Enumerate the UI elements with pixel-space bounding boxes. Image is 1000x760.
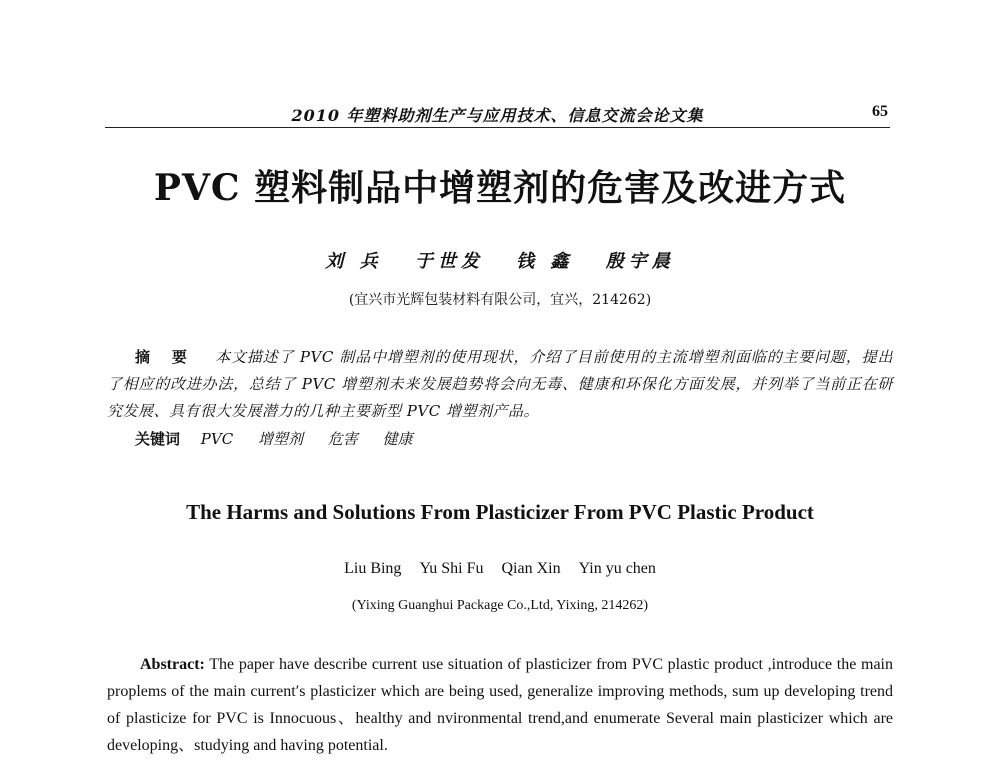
keyword: 健康: [382, 430, 413, 448]
chinese-author: 于世发: [414, 251, 484, 272]
chinese-affiliation: (宜兴市光辉包装材料有限公司，宜兴，214262): [348, 292, 652, 308]
english-abstract-text: The paper have describe current use situation of plasticizer from PVC plastic product ,introduce the main proplems of the main current′s plasticizer which are being used, generalize improving methods, sum up developing trend of plasticize for PVC is Innocuous、healthy and nvironmental trend,and enumerate Several main plasticizer which are developing、studying and having potential.: [107, 656, 893, 754]
chinese-author: 刘 兵: [325, 251, 383, 272]
running-title: 2010 年塑料助剂生产与应用技术、信息交流会论文集: [291, 106, 704, 125]
chinese-author: 钱 鑫: [516, 251, 574, 272]
english-affiliation: (Yixing Guanghui Package Co.,Ltd, Yixing, 214262): [351, 598, 649, 613]
english-author: Qian Xin: [501, 560, 561, 577]
chinese-keywords: [135, 428, 433, 449]
chinese-abstract-label: 摘 要: [135, 348, 196, 366]
chinese-author-list: [0, 247, 1000, 273]
page-number: 65: [872, 103, 888, 120]
english-author-list: [0, 560, 1000, 578]
chinese-abstract: [107, 344, 893, 425]
chinese-keywords-label: 关键词: [135, 430, 181, 448]
english-title: The Harms and Solutions From Plasticizer From PVC Plastic Product: [186, 500, 814, 524]
keyword: 增塑剂: [257, 430, 303, 448]
chinese-abstract-text: 本文描述了 PVC 制品中增塑剂的使用现状，介绍了目前使用的主流增塑剂面临的主要问题，提出了相应的改进办法，总结了 PVC 增塑剂未来发展趋势将会向无毒、健康和环保化方面发展，并列举了当前正在研究发展、具有很大发展潜力的几种主要新型 PVC 增塑剂产品。: [107, 348, 893, 420]
keyword: PVC: [200, 430, 234, 448]
english-abstract-label: Abstract:: [140, 656, 205, 673]
english-author: Liu Bing: [344, 560, 402, 577]
chinese-title: PVC 塑料制品中增塑剂的危害及改进方式: [153, 167, 847, 209]
english-abstract: [107, 651, 893, 759]
chinese-author: 殷宇晨: [605, 251, 675, 272]
running-header: [105, 101, 890, 128]
keyword: 危害: [327, 430, 358, 448]
english-author: Yin yu chen: [578, 560, 656, 577]
english-author: Yu Shi Fu: [419, 560, 484, 577]
